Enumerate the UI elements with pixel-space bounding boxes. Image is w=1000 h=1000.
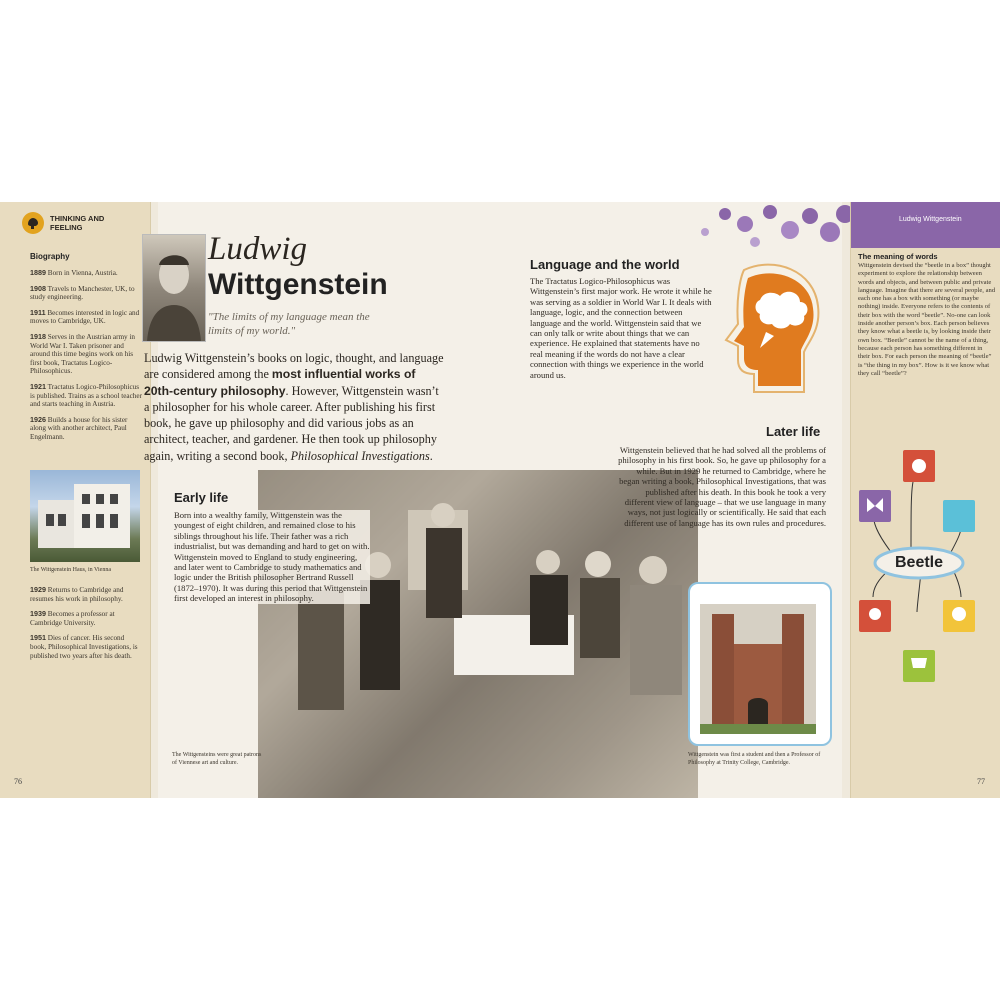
early-life-heading: Early life [174, 490, 229, 505]
timeline-continued [30, 586, 142, 667]
timeline-item: 1951 Dies of cancer. His second book, Philosophical Investigations, is published two years after his death. [30, 633, 138, 660]
timeline-item: 1918 Serves in the Austrian army in World War I. Taken prisoner and around this time begins work on his first book, Tractatus Logico-Philosophicus. [30, 331, 136, 376]
intro-paragraph: Ludwig Wittgenstein’s books on logic, thought, and language are considered among the most influential works of 20th-century philosophy. However, Wittgenstein wasn’t a philosopher for his whole career. After publishing his first book, he gave up philosophy and did various jobs as an architect, teacher, and gardener. He then took up philosophy again, writing a second book, Philosophical Investigations. [144, 351, 444, 463]
head-thought-illustration [714, 260, 824, 396]
timeline-item: 1926 Builds a house for his sister along with another architect, Paul Engelmann. [30, 414, 128, 441]
timeline-item: 1908 Travels to Manchester, UK, to study engineering. [30, 283, 135, 302]
timeline-item: 1929 Returns to Cambridge and resumes his work in philosophy. [30, 585, 124, 603]
page-number-left: 76 [14, 777, 22, 786]
quote: "The limits of my language mean the limits of my world." [208, 311, 370, 337]
meaning-heading: The meaning of words [858, 252, 938, 261]
timeline-item: 1889 Born in Vienna, Austria. [30, 268, 118, 277]
main-content [144, 202, 842, 798]
timeline [30, 269, 142, 449]
purple-pattern [555, 202, 855, 252]
book-spread [0, 202, 1000, 798]
wittgenstein-haus-photo [30, 470, 140, 562]
haus-caption: The Wittgenstein Haus, in Vienna [30, 567, 111, 573]
group-photo-caption: The Wittgensteins were great patrons of Viennese art and culture. [172, 752, 262, 766]
meaning-text: Wittgenstein devised the “beetle in a box” thought experiment to explore the relationship between words and objects, and between public and private language. Imagine that there are several people, and each one has a box with something (or maybe nothing) inside. Everyone refers to the contents of their box with the word “beetle”. No-one can look inside another person’s box. Each person believes they know what a beetle is, by looking inside their own box. “Beetle” cannot be the name of a thing, because each person has something different in their box. For each person the meaning of “beetle” is “the thing in my box”. How is it we know what they call “beetle”? [858, 262, 996, 377]
college-caption: Wittgenstein was first a student and then a Professor of Philosophy at Trinity College, Cambridge. [688, 752, 821, 766]
empty-box-cyan [943, 500, 975, 532]
later-life-heading: Later life [766, 424, 821, 439]
title-first: Ludwig [208, 231, 308, 267]
timeline-item: 1939 Becomes a professor at Cambridge University. [30, 609, 115, 627]
right-header-band [851, 202, 1000, 248]
brain-icon [22, 212, 44, 234]
section-label: THINKING AND FEELING [50, 214, 105, 232]
biography-sidebar [0, 202, 151, 798]
portrait-photo [142, 234, 206, 342]
trinity-college-frame [688, 582, 832, 746]
beetle-label: Beetle [894, 554, 944, 571]
language-heading: Language and the world [530, 257, 680, 272]
language-text: The Tractatus Logico-Philosophicus was Wittgenstein’s first major work. He wrote it while he was serving as a soldier in World War I. It deals with language, logic, and the connection between language and the world. Wittgenstein said that we can only talk or write about things that we can experience. He explained that statements have no real meaning if the words do not have a clear connection with things we experience in the world around us. [530, 276, 712, 380]
timeline-item: 1911 Becomes interested in logic and moves to Cambridge, UK. [30, 307, 140, 326]
page-number-right: 77 [977, 777, 985, 786]
running-head: Ludwig Wittgenstein [899, 216, 962, 223]
later-life-text: Wittgenstein believed that he had solved all the problems of philosophy in his first book. So, he gave up philosophy for a while. But in 1929 he returned to Cambridge, where he began writing a book, Philosophical Investigations, that was published after his death. In this book he took a very different view of language – that we use language in many ways, not just logically or scientifically. He said that each different use of language has its own rules and procedures. [618, 445, 826, 528]
beetle-sidebar [850, 202, 1000, 798]
timeline-item: 1921 Tractatus Logico-Philosophicus is published. Trains as a school teacher and starts teaching in Austria. [30, 381, 142, 409]
biography-heading: Biography [30, 252, 70, 261]
early-life-text: Born into a wealthy family, Wittgenstein was the youngest of eight children, and remained close to his siblings throughout his life. Their father was a rich industrialist, but was demanding and hard to get on with. Wittgenstein moved to England to study engineering, and later went to Cambridge to study mathematics and logic under the British philosopher Bertrand Russell (1872–1970). It was during this period that Wittgenstein first developed an interest in philosophy. [174, 510, 370, 604]
title-last: Wittgenstein [208, 268, 388, 301]
